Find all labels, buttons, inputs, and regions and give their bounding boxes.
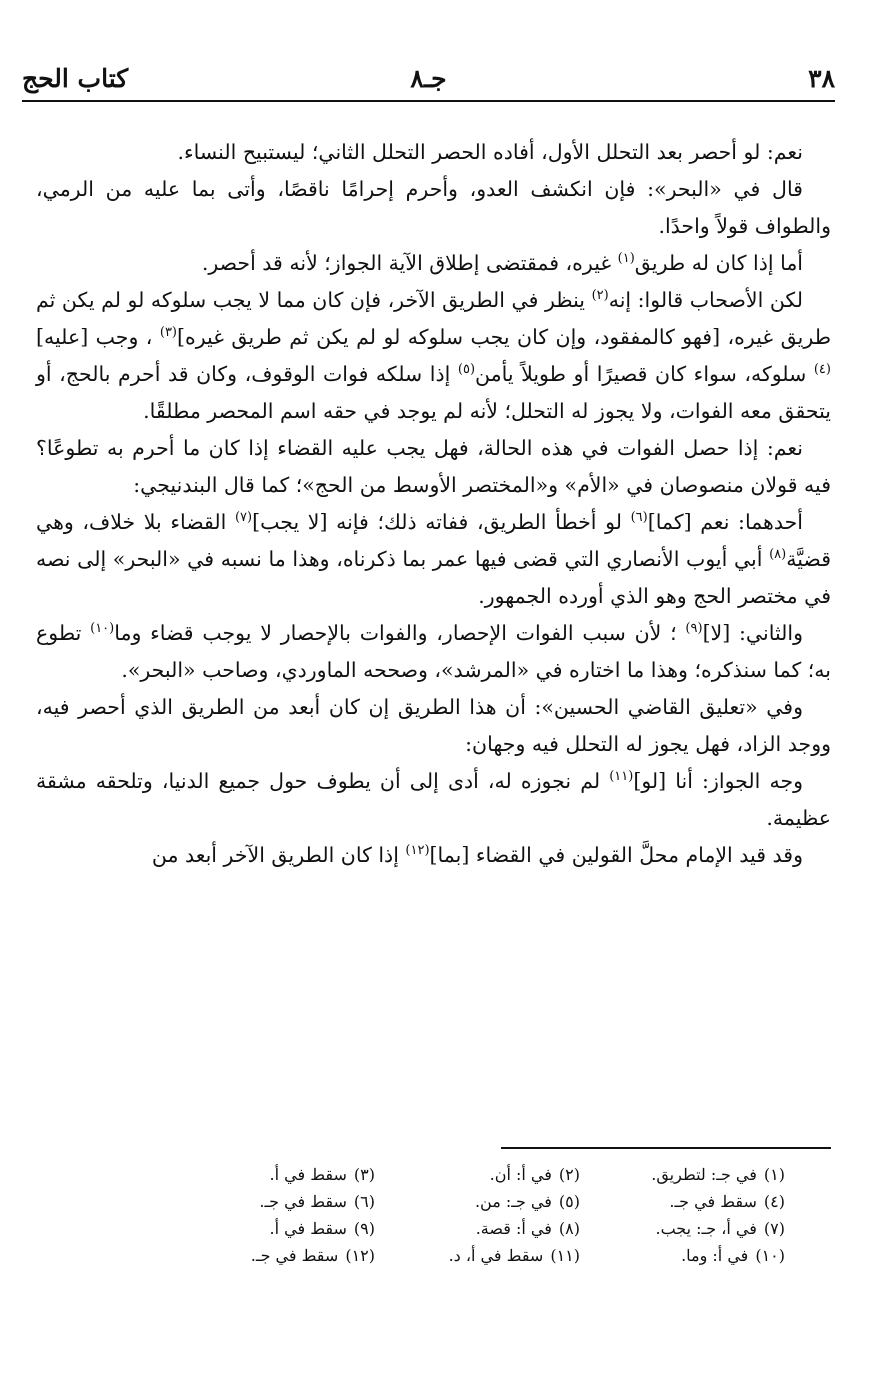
footnote [170, 1244, 375, 1268]
footnote-marker: (٤) [813, 362, 831, 378]
paragraph [36, 282, 831, 430]
footnote [170, 1217, 375, 1241]
footnote-marker: (٦) [630, 510, 648, 526]
paragraph [36, 763, 831, 837]
footnote-text: في جـ: من. [474, 1192, 552, 1211]
footnote-marker: (٥) [457, 362, 476, 378]
footnote-separator [501, 1147, 831, 1149]
footnote-number: (٨) [558, 1219, 580, 1238]
paragraph-text: سلوكه، سواء كان قصيرًا أو طويلاً يأمن [475, 362, 814, 386]
footnote-marker: (٧) [234, 510, 253, 526]
paragraph-text: نعم: إذا حصل الفوات في هذه الحالة، فهل يجب عليه القضاء إذا كان ما أحرم به تطوعًا؟ فيه قولان منصوصان في «الأم» و«المختصر الأوسط من الحج»؛ كما قال البندنيجي: [36, 436, 831, 497]
footnote-marker: (١٠) [90, 621, 115, 637]
footnote [580, 1190, 785, 1214]
footnote-text: في جـ: لتطريق. [651, 1165, 757, 1184]
footnote-text: في أ: أن. [489, 1165, 552, 1184]
footnote-marker: (١١) [609, 769, 634, 785]
footnote-text: في أ، جـ: يجب. [655, 1219, 757, 1238]
footnote-number: (٢) [558, 1165, 580, 1184]
paragraph [36, 504, 831, 615]
footnote [170, 1163, 375, 1187]
footnote-number: (١٢) [345, 1246, 375, 1265]
footnote-number: (١١) [550, 1246, 580, 1265]
paragraph-text: غيره، فمقتضى إطلاق الآية الجواز؛ لأنه قد أحصر. [201, 251, 618, 275]
footnote-marker: (٩) [685, 621, 703, 637]
paragraph [36, 134, 831, 171]
volume-label: جـ٨ [410, 64, 447, 93]
footnote [375, 1244, 580, 1268]
paragraph-text: نعم: لو أحصر بعد التحلل الأول، أفاده الحصر التحلل الثاني؛ ليستبيح النساء. [177, 140, 803, 164]
footnote-number: (٣) [353, 1165, 375, 1184]
footnote-number: (٤) [763, 1192, 785, 1211]
paragraph-text: وقد قيد الإمام محلَّ القولين في القضاء [بما] [429, 843, 803, 867]
main-text [36, 134, 831, 874]
paragraph-text: ؛ لأن سبب الفوات الإحصار، والفوات بالإحصار لا يوجب قضاء وما [114, 621, 686, 645]
footnote [580, 1217, 785, 1241]
footnote-number: (١٠) [755, 1246, 785, 1265]
paragraph-text: تطوع به؛ كما سنذكره؛ وهذا ما اختاره في «المرشد»، وصححه الماوردي، وصاحب «البحر». [36, 621, 831, 682]
paragraph-text: القضاء بلا خلاف، وهي قضيَّة [36, 510, 831, 571]
footnote [375, 1217, 580, 1241]
footnote-number: (٥) [558, 1192, 580, 1211]
paragraph-text: أبي أيوب الأنصاري التي قضى فيها عمر بما ذكرناه، وهذا ما نسبه في «البحر» إلى نصه في مختصر الحج وهو الذي أورده الجمهور. [36, 547, 831, 608]
footnote-marker: (١٢) [405, 843, 430, 859]
footnote [580, 1244, 785, 1268]
footnote [375, 1190, 580, 1214]
footnote [170, 1190, 375, 1214]
paragraph-text: أحدهما: نعم [كما] [647, 510, 803, 534]
paragraph-text: لم نجوزه له، أدى إلى أن يطوف حول جميع الدنيا، وتلحقه مشقة عظيمة. [36, 769, 831, 830]
footnote-number: (٩) [353, 1219, 375, 1238]
footnote-text: في أ: قصة. [475, 1219, 552, 1238]
footnote-text: سقط في أ. [269, 1219, 347, 1238]
paragraph-text: قال في «البحر»: فإن انكشف العدو، وأحرم إحرامًا ناقصًا، وأتى بما عليه من الرمي، والطواف قولاً واحدًا. [36, 177, 831, 238]
paragraph-text: لو أخطأ الطريق، ففاته ذلك؛ فإنه [لا يجب] [252, 510, 631, 534]
running-header [22, 60, 835, 102]
footnote-text: سقط في جـ. [250, 1246, 339, 1265]
footnote-marker: (١) [617, 251, 635, 267]
paragraph [36, 615, 831, 689]
footnote-text: سقط في جـ. [669, 1192, 757, 1211]
paragraph-text: ، وجب [عليه] [36, 325, 160, 349]
paragraph-text: والثاني: [لا] [702, 621, 803, 645]
paragraph [36, 430, 831, 504]
footnote-text: في أ: وما. [681, 1246, 749, 1265]
footnote-number: (١) [763, 1165, 785, 1184]
footnote-marker: (٨) [769, 547, 787, 563]
paragraph [36, 171, 831, 245]
paragraph-text: لكن الأصحاب قالوا: إنه [608, 288, 803, 312]
footnotes [170, 1163, 785, 1268]
paragraph-text: أما إذا كان له طريق [634, 251, 803, 275]
paragraph [36, 689, 831, 763]
footnote-marker: (٣) [159, 325, 177, 341]
paragraph [36, 245, 831, 282]
footnote-text: سقط في أ. [269, 1165, 347, 1184]
paragraph-text: وجه الجواز: أنا [لو] [633, 769, 804, 793]
paragraph-text: إذا سلكه فوات الوقوف، وكان قد أحرم بالحج، أو يتحقق معه الفوات، ولا يجوز له التحلل؛ لأنه لم يوجد في حقه اسم المحصر مطلقًا. [36, 362, 831, 423]
paragraph-text: وفي «تعليق القاضي الحسين»: أن هذا الطريق إن كان أبعد من الطريق الذي أحصر فيه، ووجد الزاد، فهل يجوز له التحلل فيه وجهان: [36, 695, 831, 756]
paragraph-text: ينظر في الطريق الآخر، فإن كان مما لا يجب سلوكه لو لم يكن ثم طريق غيره، [فهو كالمفقود، وإن كان يجب سلوكه لو لم يكن ثم طريق غيره] [36, 288, 832, 349]
footnote-text: سقط في جـ. [259, 1192, 347, 1211]
book-title: كتاب الحج [22, 64, 129, 93]
footnote-number: (٧) [763, 1219, 785, 1238]
footnote-marker: (٢) [591, 288, 609, 304]
footnote [580, 1163, 785, 1187]
footnote-text: سقط في أ، د. [448, 1246, 544, 1265]
paragraph [36, 837, 831, 874]
footnote-number: (٦) [353, 1192, 375, 1211]
footnote [375, 1163, 580, 1187]
page-number: ٣٨ [808, 64, 835, 93]
paragraph-text: إذا كان الطريق الآخر أبعد من [151, 843, 406, 867]
